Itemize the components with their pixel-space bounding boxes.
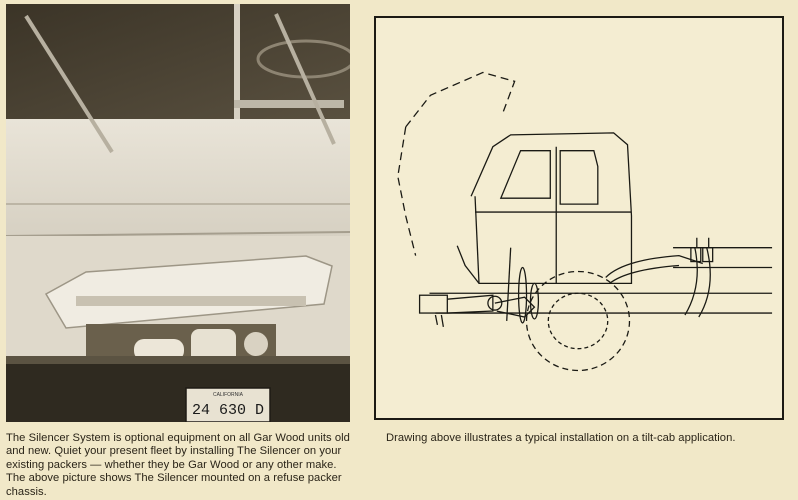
plate-state: CALIFORNIA	[212, 392, 244, 398]
silencer-unit	[420, 295, 448, 313]
front-wheel	[527, 271, 630, 370]
caption-left: The Silencer System is optional equipment on all Gar Wood units old and new. Quiet your present fleet by installing The Silencer on your existing packers — whether they be Gar Wood or any other make. The above picture shows The Silencer mounted on a refuse packer chassis.	[6, 432, 350, 498]
installation-drawing	[374, 16, 784, 420]
rear-window	[560, 151, 598, 204]
plate-number: 24 630 D	[191, 402, 265, 419]
cab-body	[457, 133, 631, 283]
tilted-cab-outline	[406, 72, 515, 126]
cab-front	[6, 119, 350, 239]
caption-right: Drawing above illustrates a typical installation on a tilt-cab application.	[386, 432, 736, 444]
door-window	[501, 151, 551, 199]
truck-photo	[6, 4, 350, 422]
